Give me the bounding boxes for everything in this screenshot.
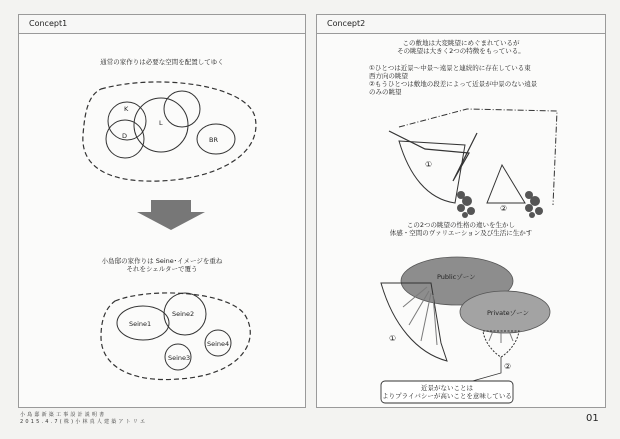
seine1-label: Seine1 [129, 320, 152, 328]
footer-title: 小 島 邸 新 築 工 事 設 計 説 明 書 [20, 412, 105, 418]
view-cone-2 [487, 165, 525, 203]
down-arrow [137, 200, 205, 230]
panel-title: Concept2 [317, 15, 605, 34]
concept1-diagram [19, 15, 305, 407]
intro-text: この敷地は大変眺望にめぐまれているが その眺望は大きく2つの特徴をもっている。 [397, 39, 525, 55]
private-zone-label: Privateゾーン [487, 309, 530, 317]
caption-mid: この2つの眺望の性格の違いを生かし 体感・空間のヴァリエーション及び生活に生かす [389, 221, 533, 237]
caption-mid: 小島邸の家作りは Seine･イメージを重ね それをシェルターで覆う [101, 257, 223, 273]
caption-top: 通常の家作りは必要な空間を配置してゆく [100, 58, 224, 66]
bubble-label-l: L [159, 119, 163, 127]
view-points-text: ①ひとつは近景～中景～遠景と連続的に存在している東 西方向の眺望 ②もうひとつは敷地の段差によって近景が中景のない遠景 のみの眺望 [369, 64, 538, 96]
concept1-panel [18, 14, 306, 408]
seine2-label: Seine2 [172, 310, 195, 318]
bubble-label-k: K [124, 105, 129, 113]
bubble-label-d: D [122, 132, 128, 140]
page-number: 01 [586, 413, 599, 424]
seine3-label: Seine3 [168, 354, 191, 362]
bubble-label-br: BR [209, 136, 218, 144]
concept2-panel [316, 14, 606, 408]
site-boundary-bottom [101, 293, 250, 380]
lower-mark-2: ② [504, 362, 512, 371]
footer-company: 2 0 1 5 . 4 . 7 ( 株 ) 小 林 真 人 建 築 ア ト リ エ [20, 419, 146, 425]
zigzag-line [389, 131, 477, 181]
view-mark-1: ① [425, 160, 433, 169]
view-arrows-2 [489, 331, 513, 343]
bubble-extra [164, 91, 200, 127]
lower-mark-1: ① [389, 334, 397, 343]
note-text: 近景がないことは よりプライバシーが高いことを意味している [382, 384, 512, 400]
panel-title: Concept1 [19, 15, 305, 34]
tree-left [457, 191, 475, 218]
view-mark-2: ② [500, 204, 508, 213]
concept2-diagram [317, 15, 605, 407]
view-cone-1 [399, 141, 465, 203]
site-outline [399, 109, 557, 205]
seine4-label: Seine4 [207, 340, 230, 348]
public-zone-label: Publicゾーン [437, 273, 476, 281]
tree-right [525, 191, 543, 218]
